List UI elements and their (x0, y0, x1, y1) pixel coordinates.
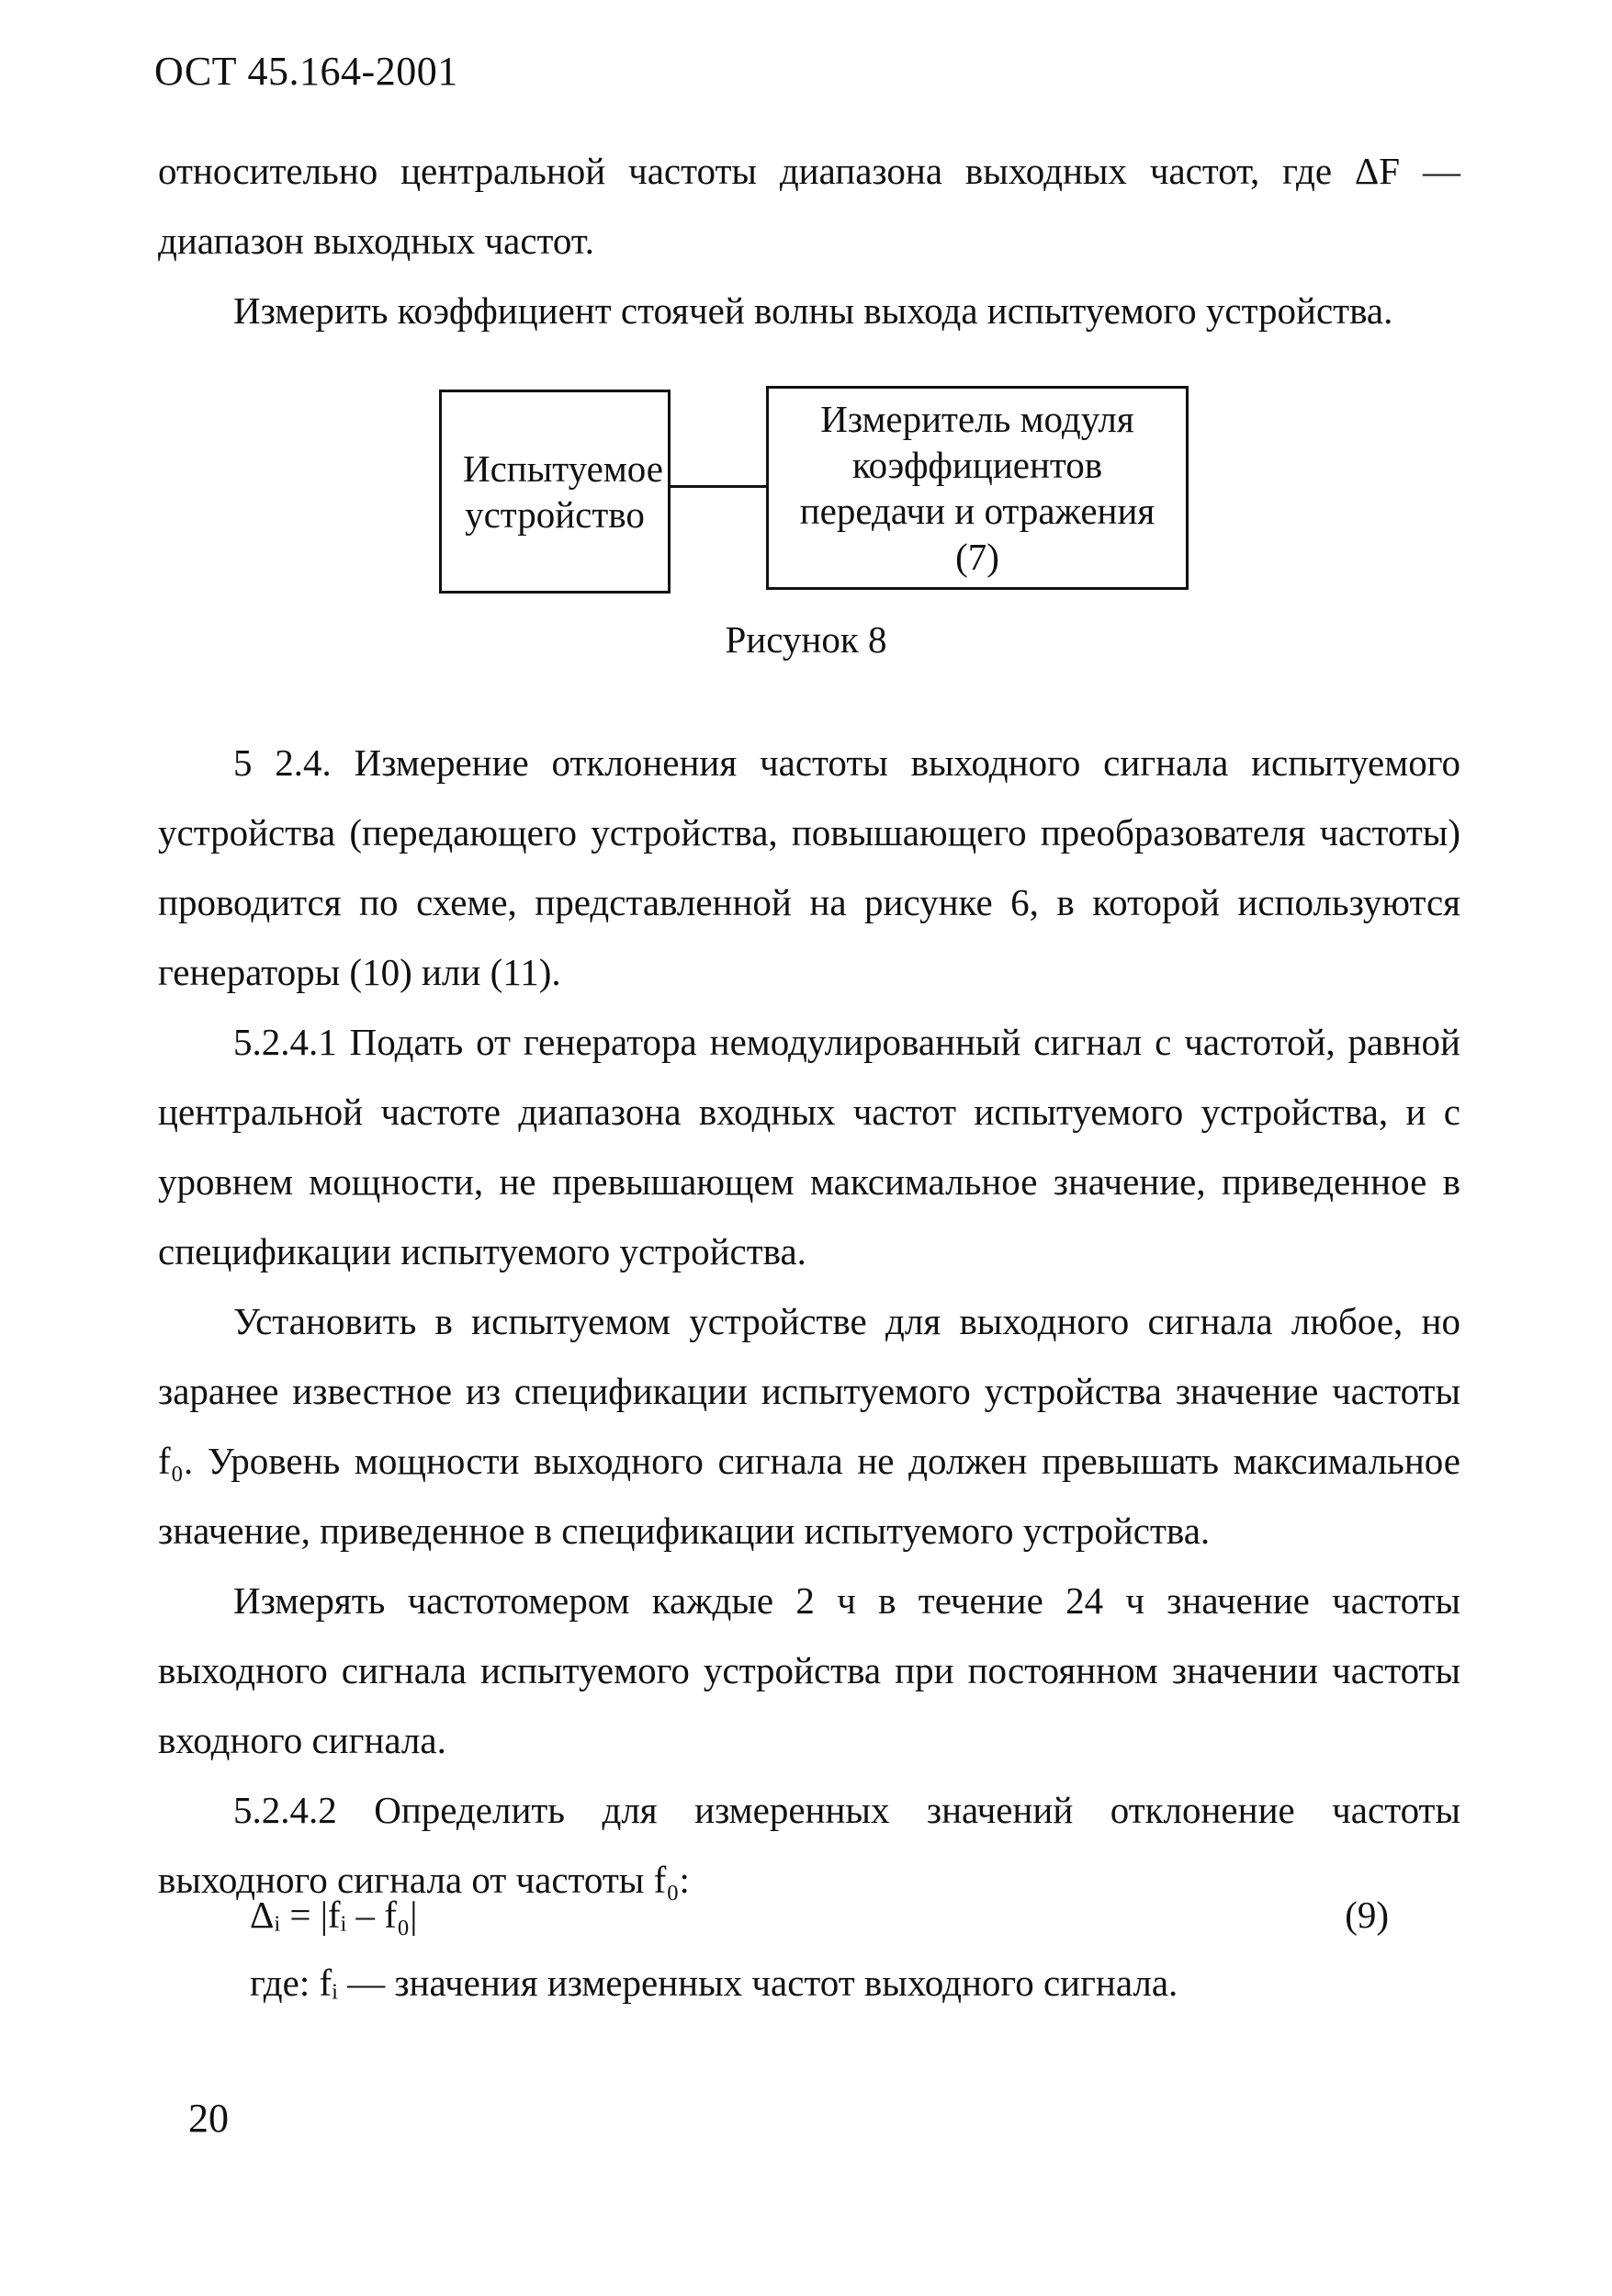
paragraph: 5 2.4. Измерение отклонения частоты выходного сигнала испытуемого устройства (передающего устройства, повышающего преобразователя частоты) проводится по схеме, представленной на рисунке 6, в которой используются генераторы (10) или (11). (158, 741, 1460, 993)
figure-caption: Рисунок 8 (725, 618, 887, 661)
connection-line (671, 485, 766, 488)
box-label: Испытуемое устройство (463, 447, 663, 536)
paragraph: Измерить коэффициент стоячей волны выхода испытуемого устройства. (233, 289, 1393, 332)
block-diagram (439, 386, 1192, 595)
paragraph: относительно центральной частоты диапазона выходных частот, где ΔF — диапазон выходных частот. (158, 150, 1460, 262)
device-under-test-box (439, 390, 671, 594)
top-text (158, 136, 1460, 345)
page-number: 20 (188, 2096, 229, 2141)
paragraph: 5.2.4.2 Определить для измеренных значений отклонение частоты выходного сигнала от частоты f₀: (158, 1789, 1460, 1901)
formula-number: (9) (1345, 1894, 1389, 1936)
formula-legend: где: fᵢ — значения измеренных частот выходного сигнала. (250, 1962, 1178, 2004)
body-text (158, 728, 1460, 1915)
formula-expression: Δᵢ = |fᵢ – f₀| (250, 1894, 418, 1936)
paragraph: Измерять частотомером каждые 2 ч в течение 24 ч значение частоты выходного сигнала испытуемого устройства при постоянном значении частоты входного сигнала. (158, 1579, 1460, 1761)
formula (250, 1893, 1389, 1937)
box-label: Измеритель модуля коэффициентов передачи и отражения (7) (799, 398, 1155, 578)
meter-box (766, 386, 1189, 590)
paragraph: Установить в испытуемом устройстве для выходного сигнала любое, но заранее известное из спецификации испытуемого устройства значение частоты f₀. Уровень мощности выходного сигнала не должен превышать максимальное значение, приведенное в спецификации испытуемого устройства. (158, 1300, 1460, 1552)
document-code: ОСТ 45.164-2001 (154, 49, 458, 94)
paragraph: 5.2.4.1 Подать от генератора немодулированный сигнал с частотой, равной центральной частоте диапазона входных частот испытуемого устройства, и с уровнем мощности, не превышающем максимальное значение, приведенное в спецификации испытуемого устройства. (158, 1021, 1460, 1272)
